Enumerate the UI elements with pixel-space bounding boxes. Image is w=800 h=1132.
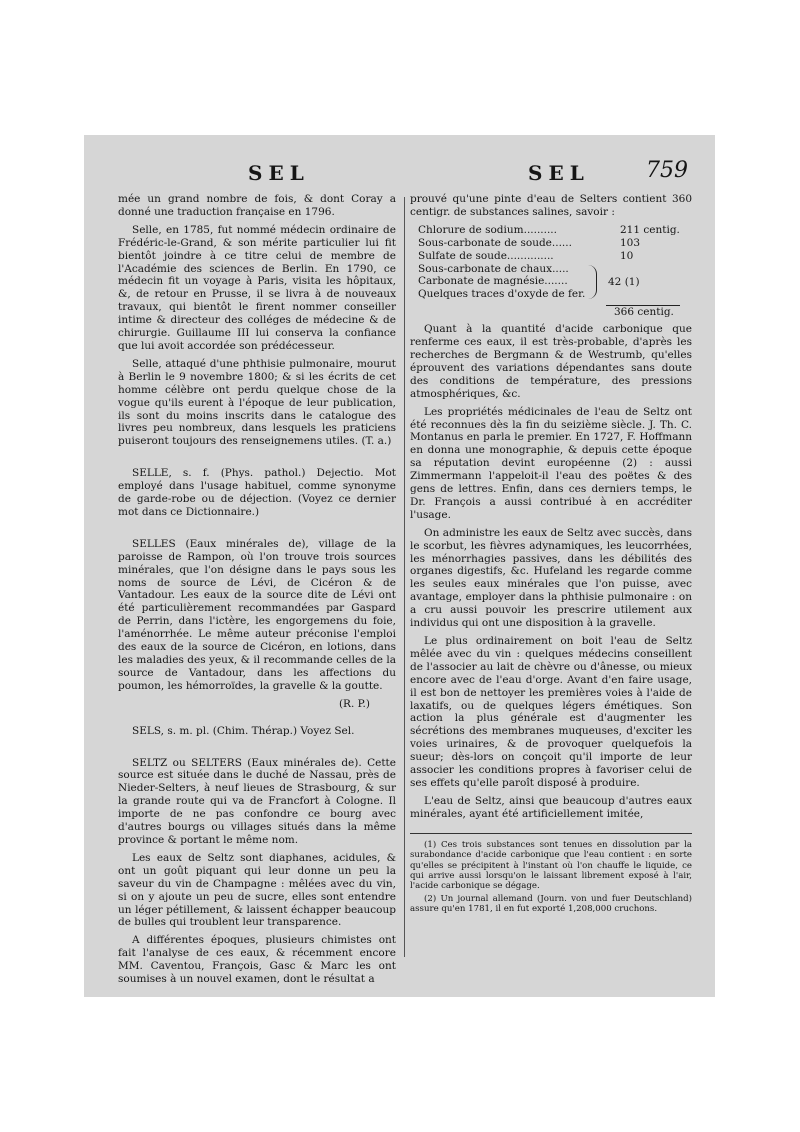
entry-selle: SELLE, s. f. (Phys. pathol.) Dejectio. Mot employé dans l'usage habituel, comme synonyme de garde-robe ou de déjection. (Voyez ce dernier mot dans ce Dictionnaire.) <box>118 467 396 518</box>
page-number: 759 <box>646 158 688 183</box>
footnote: (2) Un journal allemand (Journ. von und fuer Deutschland) assure qu'en 1781, il en fut exporté 1,208,000 cruchons. <box>410 893 692 915</box>
scanned-page-background <box>84 135 715 997</box>
running-head-left: SEL <box>248 161 310 185</box>
footnote: (1) Ces trois substances sont tenues en dissolution par la surabondance d'acide carbonique que l'eau contient : en sorte qu'elles se précipitent à l'instant où l'on chauffe le liquide, ce qui arrive aussi lorsqu'on le laissant librement exposé à l'air, l'acide carbonique se dégage. <box>410 839 692 892</box>
dictionary-page <box>110 153 692 986</box>
brace-value: 42 (1) <box>608 275 640 288</box>
curly-brace <box>588 265 597 299</box>
entry-selles: SELLES (Eaux minérales de), village de la paroisse de Rampon, où l'on trouve trois sources minérales, que l'on désigne dans le pays sous les noms de source de Lévi, de Cicéron & de Vantadour. Les eaux de la source dite de Lévi ont été particulièrement recommandées par Gaspard de Perrin, dans l'ictère, les engorgemens du foie, l'aménorrhée. Le même auteur préconise l'emploi des eaux de la source de Cicéron, en lotions, dans les maladies des yeux, & il recommande celles de la source de Vantadour, dans les affections du poumon, les hémorroïdes, la gravelle & la goutte. <box>118 537 396 692</box>
analysis-row: Carbonate de magnésie....... <box>418 275 568 288</box>
running-head-right: SEL <box>528 161 590 185</box>
paragraph: prouvé qu'une pinte d'eau de Selters contient 360 centigr. de substances salines, savoir : <box>410 193 692 218</box>
right-column <box>410 193 692 917</box>
paragraph: Les eaux de Seltz sont diaphanes, acidules, & ont un goût piquant qui leur donne un peu la saveur du vin de Champagne : mêlées avec du vin, si on y ajoute un peu de sucre, elles sont entendre un léger pétillement, & laissent échapper beaucoup de bulles qui troublent leur transparence. <box>118 851 396 929</box>
analysis-row: Quelques traces d'oxyde de fer. <box>418 288 586 301</box>
brace-group <box>418 263 680 302</box>
paragraph: Selle, attaqué d'une phthisie pulmonaire, mourut à Berlin le 9 novembre 1800; & si les écrits de cet homme célèbre ont perdu quelque chose de la vogue qu'ils eurent à l'époque de leur publication, ils sont du moins inscrits dans le catalogue des livres peu nombreux, dans lesquels les praticiens puiseront toujours des renseignemens utiles. (T. a.) <box>118 357 396 448</box>
paragraph: A différentes époques, plusieurs chimistes ont fait l'analyse de ces eaux, & récemment encore MM. Caventou, François, Gasc & Marc les ont soumises à un nouvel examen, dont le résultat a <box>118 934 396 986</box>
paragraph: L'eau de Seltz, ainsi que beaucoup d'autres eaux minérales, ayant été artificiellement imitée, <box>410 794 692 820</box>
analysis-row: Chlorure de sodium.......... 211 centig. <box>418 223 680 236</box>
entry-sels: SELS, s. m. pl. (Chim. Thérap.) Voyez Sel. <box>132 724 355 737</box>
entry-seltz: SELTZ ou SELTERS (Eaux minérales de). Cette source est située dans le duché de Nassau, près de Nieder-Selters, à neuf lieues de Strasbourg, & sur la grande route qui va de Francfort à Cologne. Il importe de ne pas confondre ce bourg avec d'autres bourgs ou villages situés dans la même province & portant le même nom. <box>118 756 396 846</box>
author-signature: (R. P.) <box>338 697 370 710</box>
paragraph: Quant à la quantité d'acide carbonique que renferme ces eaux, il est très-probable, d'après les recherches de Bergmann & de Westrumb, qu'elles éprouvent des variations dépendantes sans doute des conditions de température, des pressions atmosphériques, &c. <box>410 323 692 400</box>
footnote-rule <box>410 833 692 834</box>
paragraph: Selle, en 1785, fut nommé médecin ordinaire de Frédéric-le-Grand, & son mérite particulier lui fit bientôt joindre à ce titre celui de membre de l'Académie des sciences de Berlin. En 1790, ce médecin fit un voyage à Paris, visita les hôpitaux, &, de retour en Prusse, il se livra à de nouveaux travaux, qui bientôt le firent nommer conseiller intime & directeur des colléges de médecine & de chirurgie. Guillaume III lui conserva la confiance que lui avoit accordée son prédécesseur. <box>118 223 396 352</box>
paragraph: On administre les eaux de Seltz avec succès, dans le scorbut, les fièvres adynamiques, les leucorrhées, les ménorrhagies passives, dans les débilités des organes digestifs, &c. Hufeland les regarde comme les seules eaux minérales que l'on puisse, avec avantage, employer dans la phthisie pulmonaire : on a cru aussi pouvoir les prescrire utilement aux individus qui ont une disposition à la gravelle. <box>410 526 692 630</box>
left-column <box>118 193 396 991</box>
paragraph: Les propriétés médicinales de l'eau de Seltz ont été reconnues dès la fin du seizième siècle. J. Th. C. Montanus en parla le premier. En 1727, F. Hoffmann en donna une monographie, & depuis cette époque sa réputation devint européenne (2) : aussi Zimmermann l'appeloit-il l'eau des poëtes & des gens de lettres. Enfin, dans ces derniers temps, le Dr. François a aussi contribué à en accréditer l'usage. <box>410 405 692 521</box>
analysis-row: Sous-carbonate de chaux..... <box>418 262 569 275</box>
analysis-table <box>418 224 680 319</box>
paragraph: Le plus ordinairement on boit l'eau de Seltz mêlée avec du vin : quelques médecins conseillent de l'associer au lait de chèvre ou d'ânesse, ou mieux encore avec de l'eau d'orge. Avant d'en faire usage, il est bon de nettoyer les premières voies à l'aide de laxatifs, ou de quelques légers émétiques. Son action la plus générale est d'augmenter les sécrétions des membranes muqueuses, d'exciter les voies urinaires, & de provoquer quelquefois la sueur; dès-lors on conçoit qu'il importe de leur associer les conditions propres à favoriser celui de ses effets qu'elle paroît disposé à produire. <box>410 635 692 789</box>
analysis-row: Sous-carbonate de soude...... 103 <box>418 236 641 249</box>
column-divider <box>404 197 405 957</box>
analysis-total: 366 centig. <box>614 306 674 319</box>
analysis-row: Sulfate de soude.............. 10 <box>418 249 634 262</box>
paragraph: mée un grand nombre de fois, & dont Coray a donné une traduction française en 1796. <box>118 193 396 218</box>
